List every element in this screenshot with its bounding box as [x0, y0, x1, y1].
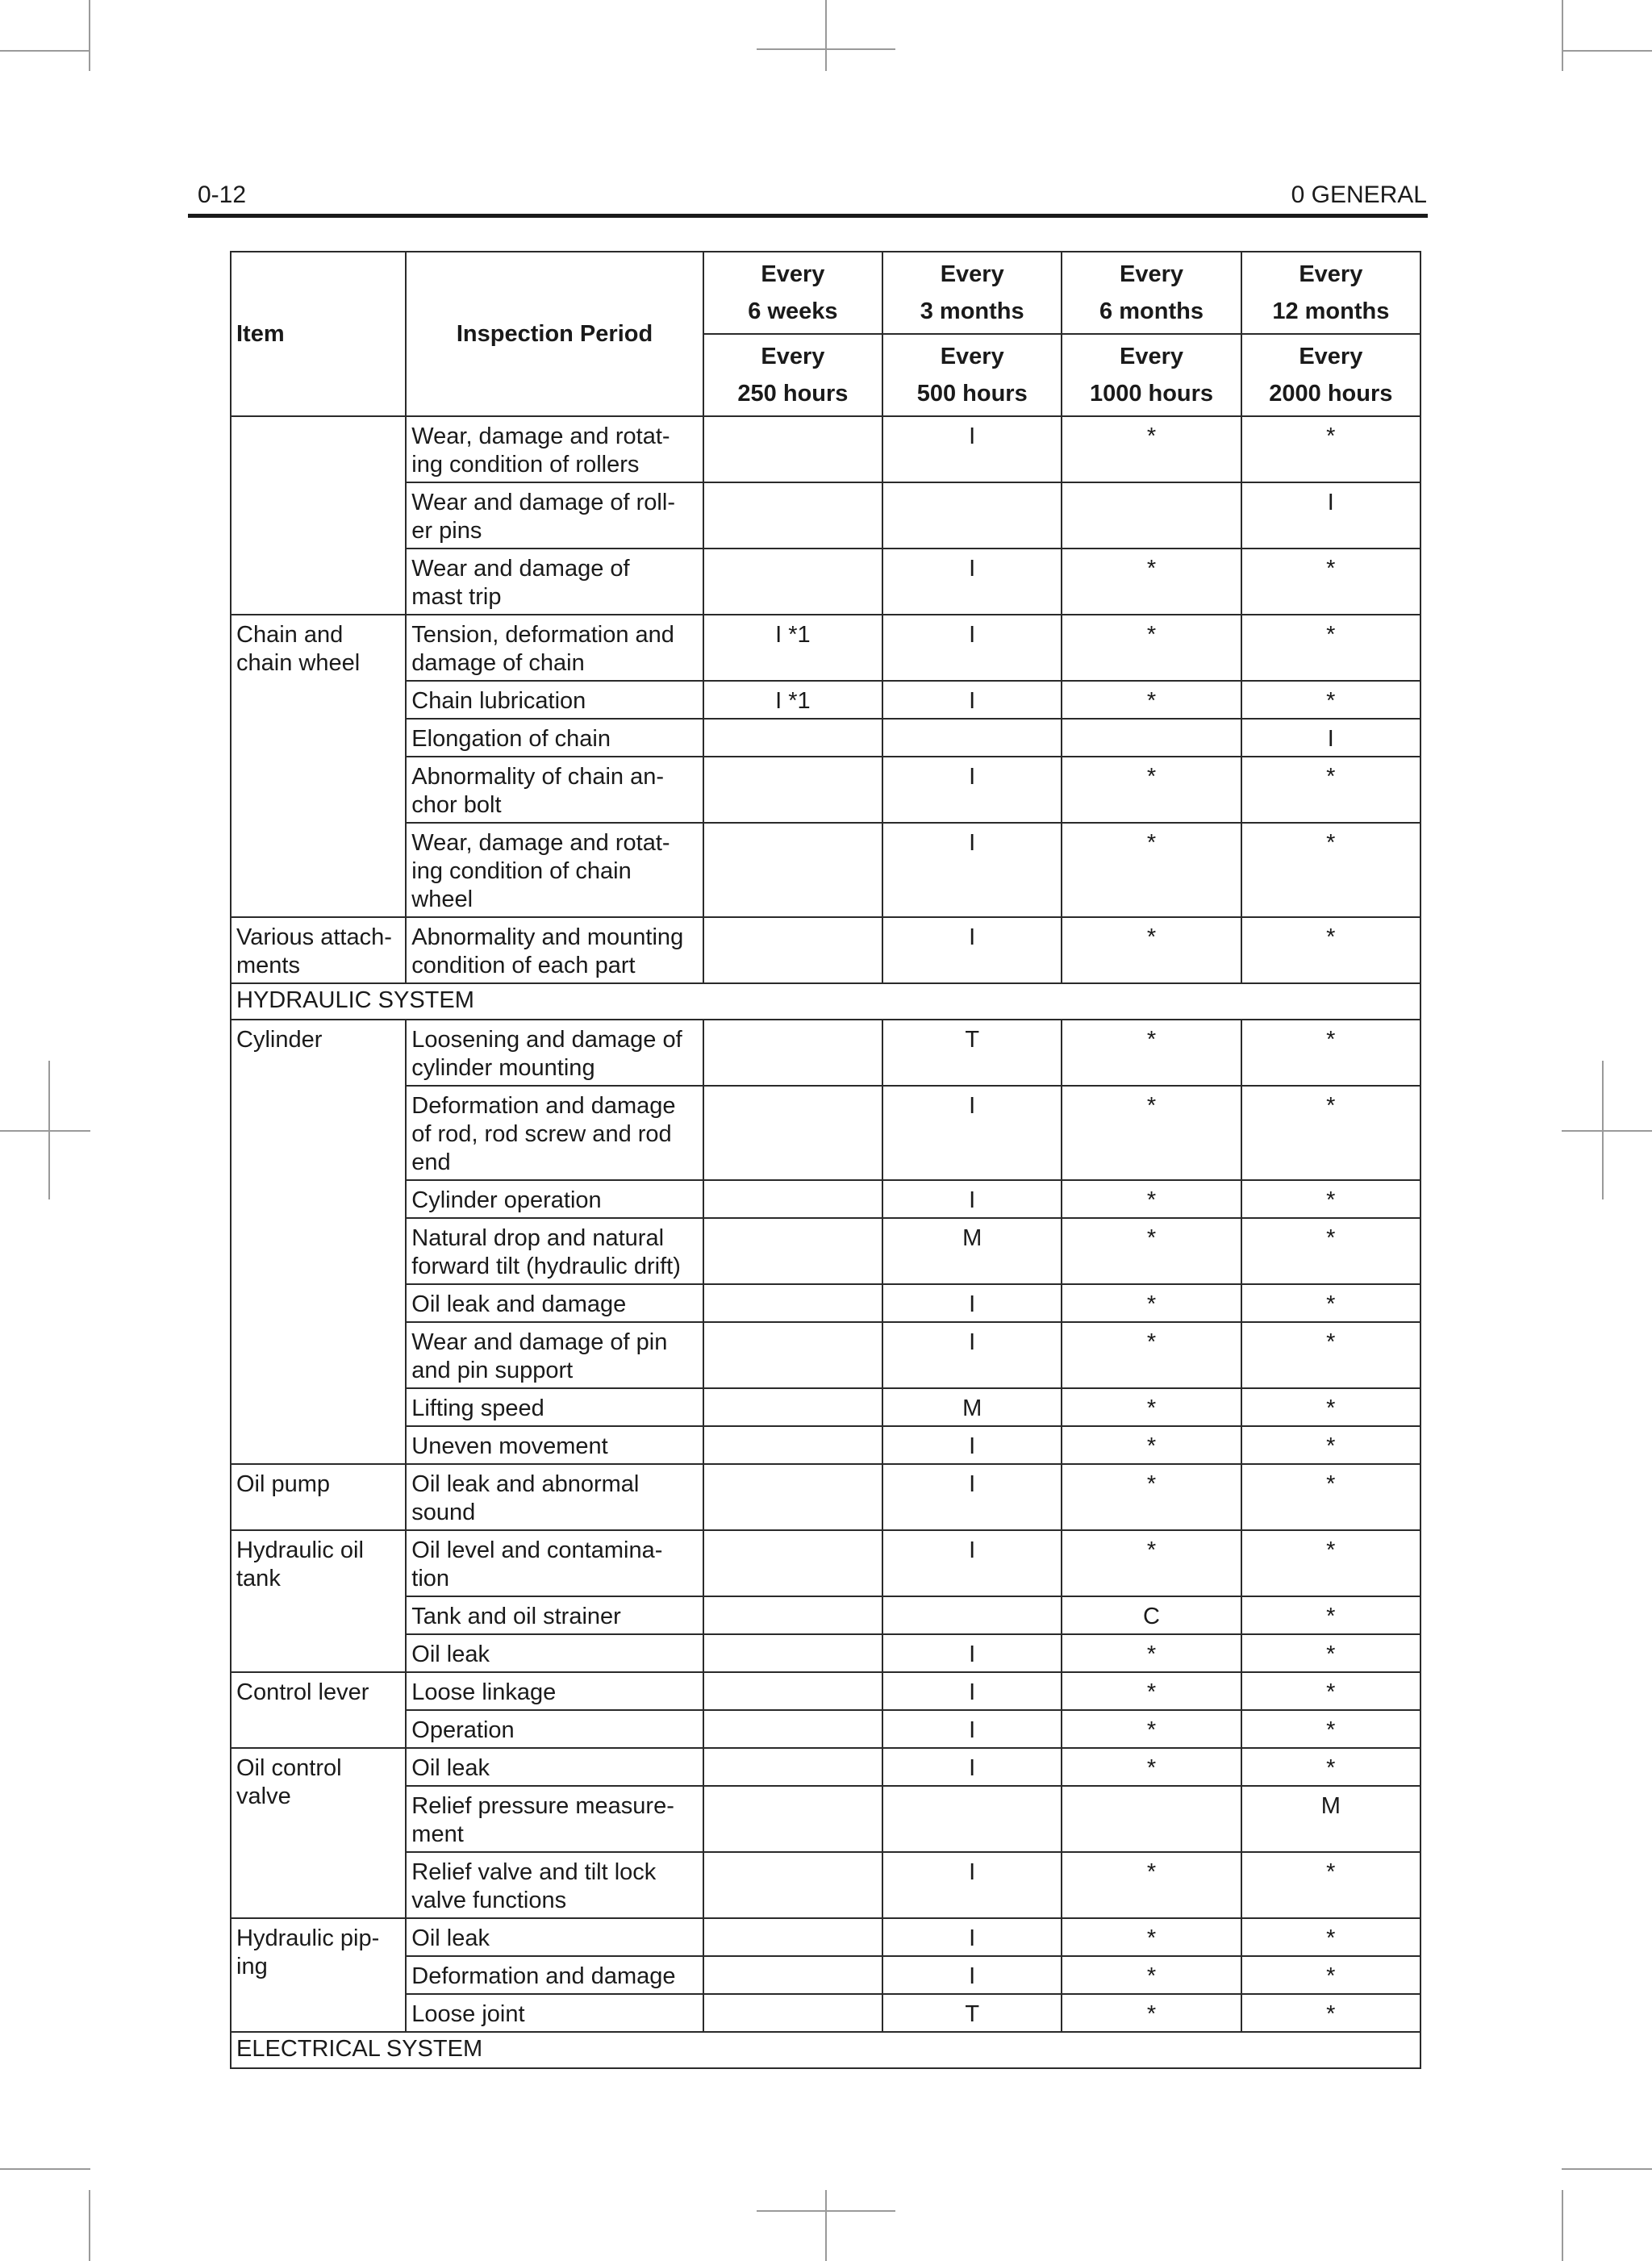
header-inspection-period: Inspection Period	[406, 252, 703, 416]
interval-cell: *	[1062, 1086, 1241, 1180]
interval-cell: *	[1241, 1086, 1420, 1180]
table-row	[231, 1710, 1420, 1748]
crop-mark	[1562, 2190, 1563, 2261]
header-period-hours: Every 2000 hours	[1241, 334, 1420, 416]
interval-cell: *	[1062, 1672, 1241, 1710]
inspection-cell: Uneven movement	[406, 1426, 703, 1464]
table-row	[231, 757, 1420, 823]
interval-cell: I	[882, 1086, 1062, 1180]
interval-cell: I *1	[703, 615, 882, 681]
table-row	[231, 1786, 1420, 1852]
interval-cell	[703, 549, 882, 615]
interval-cell: *	[1062, 917, 1241, 983]
item-cell: Chain and chain wheel	[231, 615, 406, 917]
table-row	[231, 1464, 1420, 1530]
interval-cell: *	[1241, 1284, 1420, 1322]
interval-cell: I	[882, 917, 1062, 983]
interval-cell: *	[1241, 1322, 1420, 1388]
interval-cell: T	[882, 1994, 1062, 2032]
interval-cell: *	[1241, 917, 1420, 983]
inspection-cell: Chain lubrication	[406, 681, 703, 719]
interval-cell: *	[1062, 416, 1241, 482]
header-period-hours: Every 1000 hours	[1062, 334, 1241, 416]
interval-cell: *	[1062, 1994, 1241, 2032]
interval-cell	[703, 1852, 882, 1918]
interval-cell: I	[882, 1530, 1062, 1596]
interval-cell	[703, 1994, 882, 2032]
interval-cell: I	[882, 1426, 1062, 1464]
item-cell: Control lever	[231, 1672, 406, 1748]
interval-cell: *	[1062, 1748, 1241, 1786]
interval-cell	[882, 482, 1062, 549]
table-row	[231, 1994, 1420, 2032]
interval-cell: *	[1062, 1426, 1241, 1464]
table-row	[231, 1086, 1420, 1180]
table-row	[231, 1956, 1420, 1994]
interval-cell: *	[1062, 1956, 1241, 1994]
inspection-cell: Oil level and contamina- tion	[406, 1530, 703, 1596]
interval-cell: I	[882, 1284, 1062, 1322]
interval-cell: *	[1241, 1464, 1420, 1530]
interval-cell: I	[882, 1748, 1062, 1786]
interval-cell: *	[1241, 1180, 1420, 1218]
interval-cell: I	[882, 1852, 1062, 1918]
interval-cell: *	[1241, 1956, 1420, 1994]
table-row	[231, 1020, 1420, 1086]
interval-cell	[703, 1634, 882, 1672]
interval-cell	[703, 917, 882, 983]
interval-cell: I	[1241, 719, 1420, 757]
inspection-cell: Deformation and damage	[406, 1956, 703, 1994]
inspection-cell: Cylinder operation	[406, 1180, 703, 1218]
header-period-hours: Every 250 hours	[703, 334, 882, 416]
interval-cell: *	[1062, 681, 1241, 719]
inspection-cell: Tank and oil strainer	[406, 1596, 703, 1634]
crop-mark	[825, 0, 827, 71]
header-period-time: Every 12 months	[1241, 252, 1420, 334]
inspection-cell: Loose joint	[406, 1994, 703, 2032]
interval-cell	[882, 1596, 1062, 1634]
interval-cell: *	[1241, 549, 1420, 615]
inspection-cell: Oil leak	[406, 1918, 703, 1956]
inspection-cell: Abnormality and mounting condition of each part	[406, 917, 703, 983]
interval-cell	[703, 1956, 882, 1994]
item-cell	[231, 416, 406, 615]
interval-cell	[703, 1464, 882, 1530]
interval-cell: I	[882, 1180, 1062, 1218]
interval-cell: I	[882, 549, 1062, 615]
table-row	[231, 549, 1420, 615]
interval-cell: I	[882, 1918, 1062, 1956]
table-row	[231, 681, 1420, 719]
interval-cell: I	[882, 823, 1062, 917]
interval-cell: *	[1062, 1388, 1241, 1426]
inspection-cell: Tension, deformation and damage of chain	[406, 615, 703, 681]
interval-cell: I	[882, 1634, 1062, 1672]
interval-cell: *	[1062, 1710, 1241, 1748]
interval-cell: *	[1241, 1672, 1420, 1710]
inspection-cell: Lifting speed	[406, 1388, 703, 1426]
interval-cell	[703, 1426, 882, 1464]
table-row	[231, 416, 1420, 482]
interval-cell	[882, 719, 1062, 757]
table-row	[231, 1852, 1420, 1918]
table-row	[231, 1388, 1420, 1426]
table-row	[231, 615, 1420, 681]
interval-cell: I	[882, 681, 1062, 719]
inspection-cell: Oil leak and damage	[406, 1284, 703, 1322]
inspection-cell: Wear, damage and rotat- ing condition of chain wheel	[406, 823, 703, 917]
interval-cell	[703, 416, 882, 482]
header-row	[231, 252, 1420, 334]
inspection-cell: Deformation and damage of rod, rod screw and rod end	[406, 1086, 703, 1180]
interval-cell	[703, 1918, 882, 1956]
inspection-cell: Wear and damage of mast trip	[406, 549, 703, 615]
interval-cell: M	[882, 1218, 1062, 1284]
interval-cell	[703, 1086, 882, 1180]
interval-cell: *	[1062, 1180, 1241, 1218]
crop-mark	[89, 2190, 90, 2261]
interval-cell: *	[1062, 1464, 1241, 1530]
table-row	[231, 917, 1420, 983]
inspection-cell: Operation	[406, 1710, 703, 1748]
interval-cell: *	[1241, 1596, 1420, 1634]
crop-mark	[1562, 0, 1563, 71]
interval-cell: *	[1241, 1918, 1420, 1956]
table-row	[231, 1530, 1420, 1596]
interval-cell	[1062, 719, 1241, 757]
inspection-cell: Relief pressure measure- ment	[406, 1786, 703, 1852]
inspection-cell: Wear and damage of roll- er pins	[406, 482, 703, 549]
interval-cell: I	[882, 615, 1062, 681]
interval-cell: *	[1241, 1426, 1420, 1464]
inspection-cell: Relief valve and tilt lock valve functions	[406, 1852, 703, 1918]
interval-cell	[703, 482, 882, 549]
interval-cell: *	[1241, 1994, 1420, 2032]
header-period-hours: Every 500 hours	[882, 334, 1062, 416]
inspection-cell: Abnormality of chain an- chor bolt	[406, 757, 703, 823]
interval-cell	[1062, 482, 1241, 549]
interval-cell	[703, 719, 882, 757]
section-row	[231, 2032, 1420, 2068]
interval-cell: *	[1241, 1634, 1420, 1672]
inspection-cell: Elongation of chain	[406, 719, 703, 757]
interval-cell: *	[1241, 1388, 1420, 1426]
interval-cell: I	[882, 1672, 1062, 1710]
interval-cell: I *1	[703, 681, 882, 719]
interval-cell: *	[1062, 1918, 1241, 1956]
inspection-cell: Loosening and damage of cylinder mounting	[406, 1020, 703, 1086]
section-title: 0 GENERAL	[1291, 181, 1427, 208]
interval-cell: *	[1241, 1748, 1420, 1786]
interval-cell: I	[882, 1464, 1062, 1530]
item-cell: Oil control valve	[231, 1748, 406, 1918]
interval-cell	[703, 1322, 882, 1388]
crop-mark	[0, 2168, 90, 2170]
inspection-cell: Wear, damage and rotat- ing condition of rollers	[406, 416, 703, 482]
interval-cell	[1062, 1786, 1241, 1852]
interval-cell: M	[882, 1388, 1062, 1426]
table-row	[231, 482, 1420, 549]
interval-cell	[703, 1596, 882, 1634]
table-body	[231, 416, 1420, 2068]
item-cell: Cylinder	[231, 1020, 406, 1464]
crop-mark	[1562, 50, 1652, 52]
table-row	[231, 1672, 1420, 1710]
table-row	[231, 1218, 1420, 1284]
interval-cell: *	[1062, 1634, 1241, 1672]
interval-cell: *	[1062, 615, 1241, 681]
header-item: Item	[231, 252, 406, 416]
interval-cell: *	[1241, 1218, 1420, 1284]
inspection-cell: Oil leak	[406, 1748, 703, 1786]
header-period-time: Every 6 weeks	[703, 252, 882, 334]
header-period-time: Every 6 months	[1062, 252, 1241, 334]
interval-cell	[703, 1218, 882, 1284]
crop-mark	[1562, 2168, 1652, 2170]
section-label: HYDRAULIC SYSTEM	[231, 983, 1420, 1020]
interval-cell	[703, 823, 882, 917]
interval-cell	[703, 1388, 882, 1426]
interval-cell: C	[1062, 1596, 1241, 1634]
interval-cell: *	[1241, 615, 1420, 681]
interval-cell	[703, 1748, 882, 1786]
interval-cell: I	[882, 1710, 1062, 1748]
table-row	[231, 1180, 1420, 1218]
crop-mark	[89, 0, 90, 71]
interval-cell: T	[882, 1020, 1062, 1086]
interval-cell: *	[1241, 1530, 1420, 1596]
crop-mark	[48, 1061, 50, 1199]
inspection-cell: Wear and damage of pin and pin support	[406, 1322, 703, 1388]
interval-cell: *	[1062, 1322, 1241, 1388]
interval-cell: *	[1062, 1020, 1241, 1086]
interval-cell	[703, 1020, 882, 1086]
crop-mark	[0, 1130, 90, 1132]
interval-cell: *	[1241, 1020, 1420, 1086]
item-cell: Hydraulic pip- ing	[231, 1918, 406, 2032]
item-cell: Various attach- ments	[231, 917, 406, 983]
crop-mark	[825, 2190, 827, 2261]
interval-cell	[703, 1284, 882, 1322]
inspection-cell: Oil leak	[406, 1634, 703, 1672]
interval-cell	[703, 757, 882, 823]
interval-cell: *	[1062, 1530, 1241, 1596]
inspection-cell: Natural drop and natural forward tilt (hydraulic drift)	[406, 1218, 703, 1284]
table-row	[231, 1284, 1420, 1322]
header-rule	[188, 214, 1428, 218]
interval-cell: I	[882, 1322, 1062, 1388]
interval-cell: *	[1062, 549, 1241, 615]
interval-cell	[703, 1180, 882, 1218]
item-cell: Oil pump	[231, 1464, 406, 1530]
table-row	[231, 1918, 1420, 1956]
interval-cell: M	[1241, 1786, 1420, 1852]
interval-cell: I	[882, 757, 1062, 823]
page-number: 0-12	[198, 181, 247, 208]
interval-cell	[882, 1786, 1062, 1852]
header-period-time: Every 3 months	[882, 252, 1062, 334]
inspection-cell: Loose linkage	[406, 1672, 703, 1710]
table-row	[231, 1322, 1420, 1388]
interval-cell	[703, 1672, 882, 1710]
interval-cell: I	[882, 416, 1062, 482]
interval-cell: *	[1062, 823, 1241, 917]
table-row	[231, 1634, 1420, 1672]
crop-mark	[1602, 1061, 1604, 1199]
interval-cell: *	[1241, 823, 1420, 917]
interval-cell: I	[882, 1956, 1062, 1994]
table-row	[231, 1596, 1420, 1634]
interval-cell: *	[1062, 1284, 1241, 1322]
interval-cell: I	[1241, 482, 1420, 549]
interval-cell: *	[1241, 1852, 1420, 1918]
interval-cell	[703, 1786, 882, 1852]
table-row	[231, 823, 1420, 917]
interval-cell: *	[1241, 757, 1420, 823]
interval-cell	[703, 1530, 882, 1596]
crop-mark	[0, 50, 90, 52]
inspection-cell: Oil leak and abnormal sound	[406, 1464, 703, 1530]
crop-mark	[1562, 1130, 1652, 1132]
interval-cell: *	[1062, 1852, 1241, 1918]
table-row	[231, 719, 1420, 757]
inspection-table	[230, 251, 1421, 2069]
section-label: ELECTRICAL SYSTEM	[231, 2032, 1420, 2068]
interval-cell: *	[1241, 1710, 1420, 1748]
table-row	[231, 1426, 1420, 1464]
section-row	[231, 983, 1420, 1020]
item-cell: Hydraulic oil tank	[231, 1530, 406, 1672]
interval-cell: *	[1062, 1218, 1241, 1284]
table-row	[231, 1748, 1420, 1786]
interval-cell: *	[1241, 681, 1420, 719]
interval-cell	[703, 1710, 882, 1748]
interval-cell: *	[1062, 757, 1241, 823]
interval-cell: *	[1241, 416, 1420, 482]
